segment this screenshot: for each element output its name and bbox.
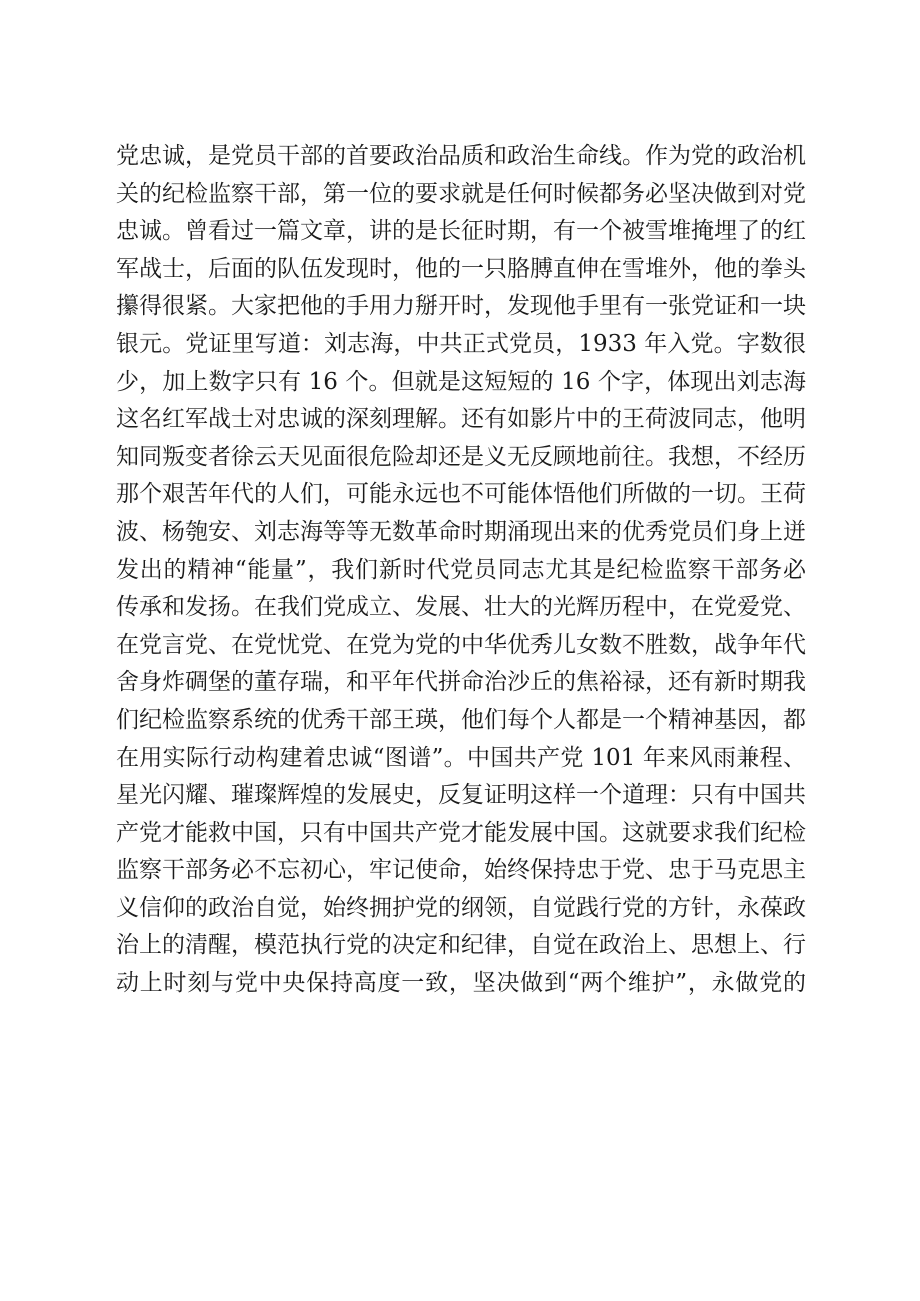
- text-line: 在党言党、在党忧党、在党为党的中华优秀儿女数不胜数，战争年代: [116, 631, 806, 658]
- body-paragraph: [116, 138, 806, 1003]
- text-line: 银元。党证里写道：刘志海，中共正式党员，1933 年入党。字数很: [116, 330, 806, 357]
- text-line: 星光闪耀、璀璨辉煌的发展史，反复证明这样一个道理：只有中国共: [116, 782, 806, 809]
- text-line: 军战士，后面的队伍发现时，他的一只胳膊直伸在雪堆外，他的拳头: [116, 255, 806, 282]
- text-line: 治上的清醒，模范执行党的决定和纪律，自觉在政治上、思想上、行: [116, 932, 806, 959]
- text-line: 那个艰苦年代的人们，可能永远也不可能体悟他们所做的一切。王荷: [116, 481, 806, 508]
- text-line: 在用实际行动构建着忠诚“图谱”。中国共产党 101 年来风雨兼程、: [116, 744, 806, 771]
- text-line: 们纪检监察系统的优秀干部王瑛，他们每个人都是一个精神基因，都: [116, 706, 806, 733]
- text-line: 攥得很紧。大家把他的手用力掰开时，发现他手里有一张党证和一块: [116, 293, 806, 320]
- text-line: 产党才能救中国，只有中国共产党才能发展中国。这就要求我们纪检: [116, 819, 806, 846]
- text-line: 党忠诚，是党员干部的首要政治品质和政治生命线。作为党的政治机: [116, 143, 806, 169]
- text-line: 监察干部务必不忘初心，牢记使命，始终保持忠于党、忠于马克思主: [116, 857, 806, 884]
- text-line: 关的纪检监察干部，第一位的要求就是任何时候都务必坚决做到对党: [116, 180, 806, 207]
- text-line: 舍身炸碉堡的董存瑞，和平年代拼命治沙丘的焦裕禄，还有新时期我: [116, 669, 806, 696]
- text-line: 忠诚。曾看过一篇文章，讲的是长征时期，有一个被雪堆掩埋了的红: [116, 218, 806, 245]
- text-line: 义信仰的政治自觉，始终拥护党的纲领，自觉践行党的方针，永葆政: [116, 894, 806, 921]
- text-line: 动上时刻与党中央保持高度一致，坚决做到“两个维护”，永做党的: [116, 970, 806, 997]
- text-line: 发出的精神“能量”，我们新时代党员同志尤其是纪检监察干部务必: [116, 556, 806, 583]
- text-line: 这名红军战士对忠诚的深刻理解。还有如影片中的王荷波同志，他明: [116, 406, 806, 433]
- text-line: 传承和发扬。在我们党成立、发展、壮大的光辉历程中，在党爱党、: [116, 594, 806, 621]
- text-line: 少，加上数字只有 16 个。但就是这短短的 16 个字，体现出刘志海: [116, 368, 806, 395]
- text-line: 波、杨匏安、刘志海等等无数革命时期涌现出来的优秀党员们身上迸: [116, 518, 806, 545]
- text-line: 知同叛变者徐云天见面很危险却还是义无反顾地前往。我想，不经历: [116, 443, 806, 470]
